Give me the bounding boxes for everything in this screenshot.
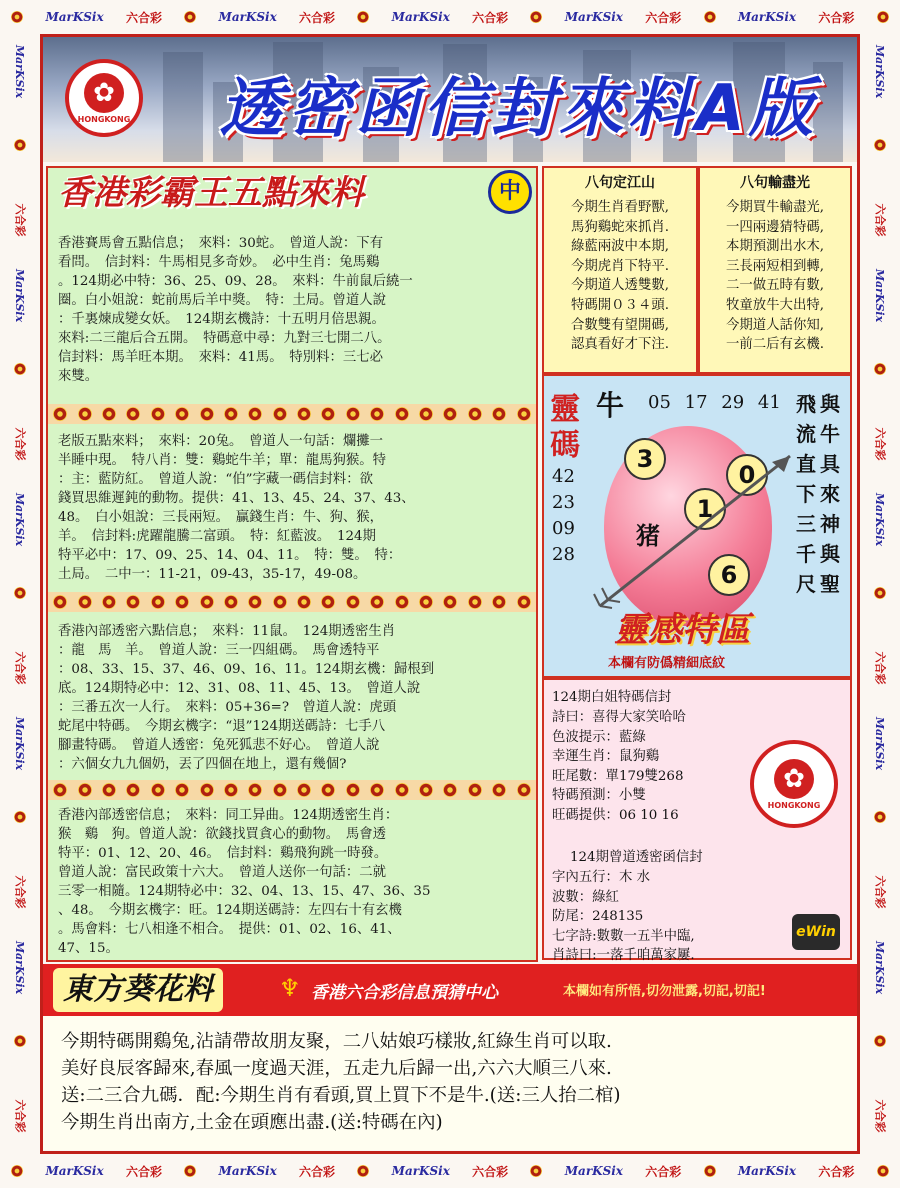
flower-icon <box>14 139 26 151</box>
flower-icon <box>175 407 189 421</box>
right-border <box>860 34 900 1154</box>
info-line: 香港內部透密信息； 來料：同工异曲。124期透密生肖： <box>58 808 399 823</box>
footer-bar <box>43 964 857 1016</box>
poem-char: 流 <box>796 422 816 446</box>
info-line: ：三番五次一人行。 來料：05+36=? 曾道人說：虎頭 <box>58 700 397 715</box>
liuhecai-label: 六合彩 <box>13 875 26 908</box>
flower-icon <box>468 407 482 421</box>
flower-icon <box>443 595 457 609</box>
bottom-border <box>0 1154 900 1188</box>
flower-icon <box>530 1165 542 1177</box>
bauhinia-icon: ✿ <box>84 73 124 113</box>
info-line: 底。124期特必中：12、31、08、11、45、13。 曾道人說 <box>58 681 421 696</box>
poem-char: 三 <box>796 512 816 536</box>
liuhecai-label: 六合彩 <box>13 427 26 460</box>
footer-line: 今期生肖出南方,土金在頭應出盡.(送:特碼在內) <box>61 1112 443 1133</box>
poem-left-title: 八句定江山 <box>585 175 655 191</box>
left-number: 28 <box>552 544 575 565</box>
flower-icon <box>78 595 92 609</box>
poem-char: 飛 <box>796 392 816 416</box>
poem-char: 與 <box>820 392 840 416</box>
liuhecai-label: 六合彩 <box>873 203 886 236</box>
flower-icon <box>11 11 23 23</box>
flower-icon <box>468 595 482 609</box>
info-line: 蛇尾中特碼。 今期玄機字：“退”124期送碼詩：七手八 <box>58 719 386 734</box>
flower-icon <box>184 11 196 23</box>
info-line: 特平：01、12、20、46。 信封料：鷄飛狗跳一時發。 <box>58 846 388 861</box>
flower-icon <box>297 595 311 609</box>
flower-icon <box>419 595 433 609</box>
marksix-label: MarKSix <box>13 44 27 98</box>
poem-char: 神 <box>820 512 840 536</box>
liuhecai-label: 六合彩 <box>873 427 886 460</box>
info-line: ：六個女九九個奶，丟了四個在地上，還有幾個? <box>58 757 347 772</box>
marksix-label: MarKSix <box>873 940 887 994</box>
bai-line: 詩曰：喜得大家笑哈哈 <box>552 710 686 725</box>
flower-divider <box>48 780 536 800</box>
liuhecai-label: 六合彩 <box>299 1164 336 1179</box>
info-line: ：千裏煉成變女妖。 124期玄機詩：十五明月倍思親。 <box>58 312 385 327</box>
liuhecai-label: 六合彩 <box>299 10 336 25</box>
flower-divider <box>48 592 536 612</box>
poem-line: 今期道人透雙數, <box>571 278 669 294</box>
flower-icon <box>492 407 506 421</box>
flower-icon <box>346 407 360 421</box>
poem-line: 本期預測出水木, <box>726 239 824 255</box>
flower-icon <box>370 783 384 797</box>
hk-emblem-logo <box>750 740 838 828</box>
liuhecai-label: 六合彩 <box>13 203 26 236</box>
poem-line: 今期道人話你知, <box>726 317 824 333</box>
marksix-label: MarKSix <box>391 1164 450 1178</box>
flower-icon <box>175 783 189 797</box>
marksix-label: MarKSix <box>873 716 887 770</box>
flower-icon <box>102 595 116 609</box>
info-line: 錢買思維遲鈍的動物。提供：41、13、45、24、37、43、 <box>58 491 415 506</box>
flower-icon <box>248 783 262 797</box>
flower-icon <box>877 1165 889 1177</box>
lingma-side-title-1: 靈 <box>550 392 580 427</box>
info-line: 特平必中：17、09、25、14、04、11。 特：雙。 特： <box>58 548 402 563</box>
poem-char: 下 <box>796 482 816 506</box>
flower-icon <box>357 1165 369 1177</box>
liuhecai-label: 六合彩 <box>873 651 886 684</box>
flower-icon <box>184 1165 196 1177</box>
marksix-label: MarKSix <box>873 268 887 322</box>
bai-title: 124期白姐特碼信封 <box>552 690 672 705</box>
info-line: 曾道人說：富民政策十六大。 曾道人送你一句話：二就 <box>58 865 387 880</box>
flower-icon <box>102 783 116 797</box>
flower-icon <box>273 783 287 797</box>
marksix-label: MarKSix <box>564 1164 623 1178</box>
flower-icon <box>151 783 165 797</box>
page-title: 透密函信封來料A版 <box>219 72 817 146</box>
marksix-label: MarKSix <box>218 10 277 24</box>
footer-warning: 本欄如有所悟,切勿泄露,切記,切記! <box>563 984 766 999</box>
info-line: 腳畫特碼。 曾道人透密：兔死狐悲不好心。 曾道人說 <box>58 738 380 753</box>
flower-icon <box>443 407 457 421</box>
liuhecai-label: 六合彩 <box>645 1164 682 1179</box>
flower-icon <box>200 783 214 797</box>
flower-icon <box>126 595 140 609</box>
emblem-label: HONGKONG <box>77 114 131 124</box>
info-line: 羊。 信封料:虎躍龍騰二富頭。 特：紅藍波。 124期 <box>58 529 376 544</box>
seal-icon: 中 <box>488 170 532 214</box>
zeng-title: 124期曾道透密函信封 <box>570 850 703 865</box>
poem-line: 認真看好才下注. <box>571 337 669 353</box>
liuhecai-label: 六合彩 <box>472 1164 509 1179</box>
poem-line: 一四兩邊猜特碼, <box>726 219 824 235</box>
liuhecai-label: 六合彩 <box>13 1099 26 1132</box>
zodiac-label: 牛 <box>596 389 625 422</box>
flower-icon <box>468 783 482 797</box>
flower-icon <box>874 587 886 599</box>
marksix-label: MarKSix <box>391 10 450 24</box>
liuhecai-label: 六合彩 <box>125 1164 162 1179</box>
flower-icon <box>419 783 433 797</box>
left-border <box>0 34 40 1154</box>
poem-line: 二一做五時有數, <box>726 278 824 294</box>
flower-icon <box>297 407 311 421</box>
flower-icon <box>395 783 409 797</box>
flower-icon <box>151 595 165 609</box>
info-block-2 <box>58 432 530 584</box>
footer-line: 送:二三合九碼．配:今期生肖有看頭,買上買下不是牛.(送:三人抬二棺) <box>61 1085 621 1106</box>
liuhecai-label: 六合彩 <box>13 651 26 684</box>
footer-title: 東方葵花料 <box>53 968 223 1012</box>
bai-lines <box>552 708 686 826</box>
flower-icon <box>297 783 311 797</box>
ewin-badge: eWin <box>792 914 840 950</box>
flower-icon <box>346 783 360 797</box>
flower-icon <box>517 407 531 421</box>
flower-icon <box>200 407 214 421</box>
poem-right-box <box>698 166 852 374</box>
marksix-label: MarKSix <box>45 1164 104 1178</box>
pink-info-box <box>542 678 852 964</box>
number-ball: 0 <box>726 454 768 496</box>
info-line: 土局。 二中一：11-21，09-43，35-17，49-08。 <box>58 567 367 582</box>
info-line: ：08、33、15、37、46、09、16、11。124期玄機：歸根到 <box>58 662 435 677</box>
lingma-note: 本欄有防僞精細底紋 <box>608 656 726 671</box>
flower-icon <box>517 595 531 609</box>
poem-line: 今期買牛輸盡光, <box>726 200 824 215</box>
arrow-icon <box>590 436 820 626</box>
lingma-poem <box>796 388 844 598</box>
flower-icon <box>874 363 886 375</box>
info-block-1 <box>58 234 530 386</box>
lingma-side-title-2: 碼 <box>550 428 580 463</box>
flower-icon <box>248 407 262 421</box>
marksix-label: MarKSix <box>13 492 27 546</box>
number-ball: 1 <box>684 488 726 530</box>
flower-icon <box>492 783 506 797</box>
flower-icon <box>273 595 287 609</box>
flower-icon <box>200 595 214 609</box>
flower-icon <box>704 1165 716 1177</box>
info-line: ：龍 馬 羊。 曾道人說：三一四組碼。 馬會透特平 <box>58 643 380 658</box>
poem-char: 具 <box>820 452 840 476</box>
poem-char: 直 <box>796 452 816 476</box>
info-line: 48。 白小姐說：三長兩短。 贏錢生肖：牛、狗、猴， <box>58 510 384 525</box>
info-line: 半睡中現。 特八肖：雙：鷄蛇牛羊；單：龍馬狗猴。特 <box>58 453 387 468</box>
liuhecai-label: 六合彩 <box>472 10 509 25</box>
flower-icon <box>321 407 335 421</box>
flower-icon <box>14 1035 26 1047</box>
info-line: 猴 鷄 狗。曾道人說：欲錢找買貪心的動物。 馬會透 <box>58 827 387 842</box>
poem-char: 尺 <box>796 572 816 596</box>
info-block-4 <box>58 806 530 958</box>
flower-icon <box>78 783 92 797</box>
info-line: ：主：藍防紅。 曾道人說：“伯”字藏一碼信封料：欲 <box>58 472 373 487</box>
flower-icon <box>370 407 384 421</box>
zeng-line: 七字詩:數數一五半中臨, <box>552 928 695 944</box>
info-line: 圈。白小姐說：蛇前馬后羊中獎。 特：土局。曾道人說 <box>58 293 387 308</box>
poem-left-box <box>542 166 698 374</box>
poem-line: 一前二后有玄機. <box>726 337 824 353</box>
marksix-label: MarKSix <box>737 10 797 24</box>
flower-icon <box>321 595 335 609</box>
left-number: 42 <box>552 466 575 487</box>
flower-icon <box>224 595 238 609</box>
left-numbers <box>552 464 575 568</box>
zeng-lines <box>552 868 695 966</box>
flower-icon <box>877 11 889 23</box>
poem-char: 千 <box>796 542 816 566</box>
bai-line: 色波提示：藍綠 <box>552 729 646 745</box>
flower-icon <box>321 783 335 797</box>
flower-icon <box>492 595 506 609</box>
flower-icon <box>395 595 409 609</box>
left-number: 09 <box>552 518 575 539</box>
flower-icon <box>11 1165 23 1177</box>
hk-emblem-logo <box>65 59 143 137</box>
info-line: 香港內部透密六點信息； 來料：11鼠。 124期透密生肖 <box>58 624 396 639</box>
info-line: 三零一相隨。124期特必中：32、04、13、15、47、36、35 <box>58 884 431 899</box>
footer-center: 香港六合彩信息預猜中心 <box>311 983 498 1003</box>
flower-icon <box>357 11 369 23</box>
flower-icon <box>419 407 433 421</box>
poem-line: 牧童放牛大出特, <box>726 297 824 313</box>
flower-icon <box>704 11 716 23</box>
poem-char: 來 <box>820 482 840 506</box>
flower-icon <box>517 783 531 797</box>
lingma-logo: 靈感特區 <box>614 610 750 650</box>
poem-line: 特碼開０３４頭. <box>571 297 669 313</box>
bauhinia-icon: ✿ <box>774 759 814 799</box>
info-line: 香港賽馬會五點信息； 來料：30蛇。 曾道人說：下有 <box>58 236 384 251</box>
liuhecai-label: 六合彩 <box>873 1099 886 1132</box>
poem-line: 馬狗鷄蛇來抓肖. <box>571 219 669 235</box>
flower-icon <box>874 139 886 151</box>
flower-icon <box>273 407 287 421</box>
flower-icon <box>395 407 409 421</box>
marksix-label: MarKSix <box>218 1164 277 1178</box>
poem-line: 今期生肖看野獸, <box>571 200 669 215</box>
zeng-line: 防尾：248135 <box>552 909 644 925</box>
poem-char: 與 <box>820 542 840 566</box>
left-number: 23 <box>552 492 575 513</box>
flower-icon <box>151 407 165 421</box>
liuhecai-label: 六合彩 <box>645 10 682 25</box>
flower-icon <box>874 1035 886 1047</box>
bai-line: 旺碼提供：06 10 16 <box>552 807 679 823</box>
trophy-icon: ♆ <box>279 974 301 1002</box>
info-line: 。馬會料：七八相逢不相合。 提供：01、02、16、41、 <box>58 922 401 937</box>
liuhecai-label: 六合彩 <box>125 10 162 25</box>
marksix-label: MarKSix <box>13 716 27 770</box>
zeng-line: 字內五行：木 水 <box>552 870 650 885</box>
info-line: 。124期必中特：36、25、09、28。 來料：牛前鼠后繞一 <box>58 274 413 289</box>
footer-line: 美好良辰客歸來,春風一度過天涯，五走九后歸一出,六六大順三八來. <box>61 1058 612 1079</box>
top-numbers: 05 17 29 41 <box>648 392 781 413</box>
flower-divider <box>48 404 536 424</box>
poem-line: 今期虎肖下特平. <box>571 258 669 274</box>
info-line: 看問。 信封料：牛馬相見多奇妙。 必中生肖：兔馬鷄 <box>58 255 380 270</box>
header-banner <box>43 37 857 162</box>
info-line: 信封料：馬羊旺本期。 來料：41馬。 特別料：三七必 <box>58 350 384 365</box>
number-ball: 3 <box>624 438 666 480</box>
flower-icon <box>53 595 67 609</box>
info-line: 老版五點來料； 來料：20兔。 曾道人一句話：爛攤一 <box>58 434 384 449</box>
egg-char: 猪 <box>636 522 660 550</box>
flower-icon <box>78 407 92 421</box>
marksix-label: MarKSix <box>13 940 27 994</box>
zeng-line: 肖詩曰:一落千咱萬家屢. <box>552 948 695 964</box>
flower-icon <box>224 407 238 421</box>
poem-char: 聖 <box>820 572 840 596</box>
bai-line: 特碼預測：小雙 <box>552 788 646 804</box>
info-line: 、48。 今期玄機字：旺。124期送碼詩：左四右十有玄機 <box>58 903 402 918</box>
info-line: 47、15。 <box>58 941 119 956</box>
footer-lines <box>61 1028 621 1136</box>
marksix-label: MarKSix <box>873 492 887 546</box>
poem-line: 三長兩短相到轉, <box>726 258 824 274</box>
flower-icon <box>874 811 886 823</box>
info-line: 來雙。 <box>58 369 99 384</box>
footer-body <box>43 1016 857 1150</box>
flower-icon <box>224 783 238 797</box>
flower-icon <box>370 595 384 609</box>
flower-icon <box>126 407 140 421</box>
section1-title: 香港彩霸王五點來料 <box>58 173 364 213</box>
marksix-label: MarKSix <box>873 44 887 98</box>
flower-icon <box>530 11 542 23</box>
poem-line: 合數雙有望開碼, <box>571 317 669 333</box>
marksix-label: MarKSix <box>45 10 104 24</box>
flower-icon <box>102 407 116 421</box>
poem-char: 牛 <box>820 422 840 446</box>
flower-icon <box>14 363 26 375</box>
number-ball: 6 <box>708 554 750 596</box>
bai-line: 旺尾數：單179雙268 <box>552 768 684 784</box>
footer-line: 今期特碼開鷄兔,沾請帶故朋友聚，二八姑娘巧樣妝,紅綠生肖可以取. <box>61 1031 612 1052</box>
bai-line: 幸運生肖：鼠狗鷄 <box>552 749 660 765</box>
flower-icon <box>53 407 67 421</box>
info-line: 來料:二三龍后合五開。 特碼意中尋：九對三七開二八。 <box>58 331 391 346</box>
lingma-panel <box>542 374 852 678</box>
flower-icon <box>175 595 189 609</box>
marksix-label: MarKSix <box>13 268 27 322</box>
flower-icon <box>443 783 457 797</box>
flower-icon <box>126 783 140 797</box>
flower-icon <box>248 595 262 609</box>
flower-icon <box>14 587 26 599</box>
zeng-line: 波數：綠紅 <box>552 889 619 905</box>
top-border <box>0 0 900 34</box>
poem-line: 綠藍兩波中本期, <box>571 239 669 255</box>
liuhecai-label: 六合彩 <box>818 10 855 25</box>
flower-icon <box>53 783 67 797</box>
poem-right-title: 八句輸盡光 <box>740 175 810 191</box>
marksix-label: MarKSix <box>564 10 623 24</box>
flower-icon <box>14 811 26 823</box>
flower-icon <box>346 595 360 609</box>
liuhecai-label: 六合彩 <box>818 1164 855 1179</box>
liuhecai-label: 六合彩 <box>873 875 886 908</box>
info-block-3 <box>58 622 530 774</box>
emblem-label: HONGKONG <box>767 800 821 810</box>
marksix-label: MarKSix <box>737 1164 797 1178</box>
